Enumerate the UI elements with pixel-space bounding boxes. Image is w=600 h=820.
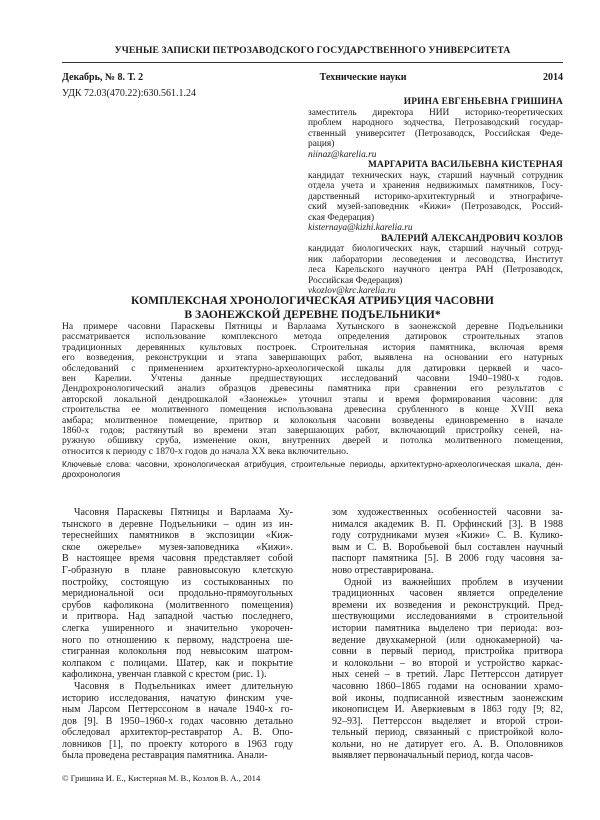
text-line: срубов кафоликона (молитвенного помещения) bbox=[62, 599, 293, 611]
author-entry bbox=[308, 97, 563, 160]
text-line: времени их возведения и реконструкций. Пред- bbox=[332, 599, 563, 611]
text-line: Г-образную в плане равновысокую клетскую bbox=[62, 564, 293, 576]
author-email[interactable]: niinaz@karelia.ru bbox=[308, 149, 377, 160]
text-line: Часовня в Подъельниках имеет длительную bbox=[74, 680, 293, 692]
author-affiliation-line: кандидат технических наук, старший научный сотрудник bbox=[308, 170, 563, 181]
text-line: году сотрудниками музея «Кижи» С. В. Кулико- bbox=[332, 530, 563, 542]
text-line: тереснейших памятников в экспозиции «Киж- bbox=[62, 530, 293, 542]
text-line: ново отреставрирована. bbox=[332, 564, 434, 576]
text-line: его возведения, реконструкции и этапа завершающих работ, выявлена на основании его натурных bbox=[62, 353, 563, 364]
text-line: амбара; молитвенное помещение, притвор и колокольня часовни возведены единовременно в начале bbox=[62, 415, 563, 426]
text-line: вой иконы, подписанной известным заонежским bbox=[332, 692, 563, 704]
text-line: авторской локальной дендрошкалой «Заонежье» уточнил этапы и время формирования часовни: для bbox=[62, 394, 563, 405]
text-line: постройку, состоящую из состыкованных по bbox=[62, 576, 293, 588]
text-line: ным Ларсом Петтерссоном в начале 1940-х го- bbox=[62, 704, 293, 716]
text-line: колпаком с полицами. Шатер, как и покрытие bbox=[62, 657, 293, 669]
text-line: ружную обшивку сруба, изменение окон, внутренних дверей и потолка молитвенного помещения, bbox=[62, 436, 563, 447]
author-name: МАРГАРИТА ВАСИЛЬЕВНА КИСТЕРНАЯ bbox=[367, 160, 563, 170]
text-line: ловников [1], по проекту которого в 1963 году bbox=[62, 738, 293, 750]
text-line: стигранная колокольня под невысоким шатром- bbox=[62, 646, 293, 658]
text-line: Ключевые слова: часовни, хронологическая атрибуция, строительные периоды, архитектурно-археологическая шкала, ден- bbox=[62, 460, 563, 469]
author-affiliation-line: рация) bbox=[308, 139, 335, 149]
title-line: КОМПЛЕКСНАЯ ХРОНОЛОГИЧЕСКАЯ АТРИБУЦИЯ ЧАСОВНИ bbox=[131, 294, 494, 307]
body-paragraph bbox=[332, 577, 563, 763]
text-line: ных сеней – в третий. Ларс Петтерссон датирует bbox=[332, 669, 563, 681]
text-line: тельный период, связанный с пристройкой коло- bbox=[332, 727, 563, 739]
text-line: была проведена реставрация памятника. Анали- bbox=[62, 750, 268, 762]
author-affiliation-line: ская Федерация) bbox=[308, 212, 375, 223]
text-line: 92–93]. Петтерссон выделяет и второй строи- bbox=[332, 715, 563, 727]
text-line: традиционных деревянных культовых построек. Строительная история памятника, включая время bbox=[62, 342, 563, 353]
text-line: кольни, но не датирует его. А. В. Ополовников bbox=[332, 738, 563, 750]
author-affiliation-line: ственный университет (Петрозаводск, Российская Феде- bbox=[308, 128, 563, 139]
text-line: рассматривается использование комплексного метода определения датировок строительных этапов bbox=[62, 332, 563, 343]
text-line: 1860-х годов; растянутый во времени этап завершающих работ, включающий пристройку сеней, на- bbox=[62, 426, 563, 437]
copyright: © Гришина И. Е., Кистерная М. В., Козлов В. А., 2014 bbox=[62, 773, 261, 783]
text-line: На примере часовни Параскевы Пятницы и Варлаама Хутынского в заонежской деревне Подъельники bbox=[62, 322, 563, 332]
author-affiliation-line: ник лаборатории лесоведения и лесоводства, Институт bbox=[308, 254, 563, 265]
text-line: зом художественных особенностей часовни за- bbox=[332, 507, 563, 518]
author-affiliation-line: ский музей-заповедник «Кижи» (Петрозаводск, Россий- bbox=[308, 202, 563, 212]
body-column-left bbox=[62, 507, 293, 762]
text-line: В настоящее время часовня представляет собой bbox=[62, 553, 293, 565]
issue-label: Декабрь, № 8. Т. 2 bbox=[62, 72, 144, 83]
body-paragraph bbox=[62, 681, 293, 762]
text-line: обследовал архитектор-реставратор А. В. Опо- bbox=[62, 727, 293, 739]
author-affiliation-line: заместитель директора НИИ историко-теоретических bbox=[308, 107, 563, 118]
author-name: ИРИНА ЕВГЕНЬЕВНА ГРИШИНА bbox=[403, 97, 563, 107]
author-name: ВАЛЕРИЙ АЛЕКСАНДРОВИЧ КОЗЛОВ bbox=[381, 233, 563, 244]
text-line: меридиональной оси продольно-прямоугольных bbox=[62, 588, 293, 600]
header-divider bbox=[62, 62, 563, 63]
text-line: тынского в деревне Подъельники – один из ин- bbox=[62, 518, 293, 530]
author-affiliation-line: кандидат биологических наук, старший научный сотруд- bbox=[308, 244, 563, 254]
text-line: дов [9]. В 1950–1960-х годах часовню детально bbox=[62, 715, 293, 727]
text-line: дрохронология bbox=[62, 469, 121, 479]
author-affiliation-line: леса Карельского научного центра РАН (Петрозаводск, bbox=[308, 265, 563, 275]
text-line: шествующими исследованиями в строительной bbox=[332, 611, 563, 623]
keywords bbox=[62, 460, 563, 480]
text-line: вен Карелии. Учтены данные предшествующих исследований часовни 1940–1980-х годов. bbox=[62, 374, 563, 385]
text-line: и колокольни – во второй и устройство каркас- bbox=[332, 657, 563, 669]
author-affiliation-line: отдела учета и хранения недвижимых памятников, Госу- bbox=[308, 181, 563, 191]
text-line: кафоликона, увенчан главкой с крестом (рис. 1). bbox=[62, 669, 267, 681]
text-line: слегка уширенного и значительно укорочен- bbox=[62, 622, 293, 634]
body-column-right bbox=[332, 507, 563, 762]
author-affiliation-line: дарственный историко-архитектурный и этнографиче- bbox=[308, 191, 563, 202]
text-line: истории памятника выделено три периода: воз- bbox=[332, 622, 563, 634]
author-affiliation-line: Российская Федерация) bbox=[308, 275, 403, 286]
text-line: историю исследования, начатую финским уче- bbox=[62, 692, 293, 704]
text-line: вым и С. В. Воробьевой был составлен научный bbox=[332, 541, 563, 553]
author-entry bbox=[308, 160, 563, 234]
text-line: ного по отношению к первому, надстроена ше- bbox=[62, 634, 293, 646]
author-email[interactable]: kisternaya@kizhi.karelia.ru bbox=[308, 223, 413, 233]
section-label: Технические науки bbox=[319, 72, 407, 83]
abstract bbox=[62, 322, 563, 457]
text-line: и притвора. Над западной частью последнего, bbox=[62, 611, 293, 623]
authors-block bbox=[308, 97, 563, 297]
text-line: строительства ее молитвенного помещения использована древесина срубленного в конце XVIII века bbox=[62, 405, 563, 416]
issue-meta bbox=[62, 72, 563, 84]
text-line: нимался академик В. П. Орфинский [3]. В 1988 bbox=[332, 518, 563, 530]
journal-title: УЧЕНЫЕ ЗАПИСКИ ПЕТРОЗАВОДСКОГО ГОСУДАРСТВЕННОГО УНИВЕРСИТЕТА bbox=[114, 45, 511, 56]
text-line: относится к периоду с 1870-х годов до начала XX века включительно. bbox=[62, 446, 349, 457]
udk-code: УДК 72.03(470.22):630.561.1.24 bbox=[62, 88, 196, 99]
text-line: ское ожерелье» музея-заповедника «Кижи». bbox=[62, 541, 293, 553]
text-line: ведение двухкамерной (или однокамерной) ча- bbox=[332, 634, 563, 646]
body-paragraph bbox=[62, 507, 293, 681]
text-line: иконописцем И. Аверкиевым в 1863 году [9; 82, bbox=[332, 704, 563, 716]
body-paragraph bbox=[332, 507, 563, 577]
title-line: В ЗАОНЕЖСКОЙ ДЕРЕВНЕ ПОДЪЕЛЬНИКИ* bbox=[184, 308, 441, 321]
text-line: Дендрохронологический анализ образцов древесины памятника при сравнении его результатов с bbox=[62, 384, 563, 395]
text-line: выявляет первоначальный период, когда часов- bbox=[332, 750, 534, 762]
text-line: традиционных часовен является определение bbox=[332, 588, 563, 600]
text-line: Одной из важнейших проблем в изучении bbox=[344, 576, 563, 588]
text-line: обследований с применением архитектурно-археологической шкалы для датировки церквей и часо- bbox=[62, 363, 563, 374]
text-line: паспорт памятника [5]. В 2006 году часовня за- bbox=[332, 553, 563, 565]
text-line: Часовня Параскевы Пятницы и Варлаама Ху- bbox=[74, 507, 293, 518]
article-title bbox=[62, 294, 563, 322]
author-affiliation-line: проблем народного зодчества, Петрозаводский государ- bbox=[308, 118, 563, 128]
author-entry bbox=[308, 234, 563, 297]
author-email[interactable]: vkozlov@krc.karelia.ru bbox=[308, 286, 396, 296]
year-label: 2014 bbox=[543, 72, 563, 83]
text-line: часовню 1860–1865 годами на основании храмо- bbox=[332, 680, 563, 692]
text-line: совни в первый период, пристройка притвора bbox=[332, 646, 563, 658]
